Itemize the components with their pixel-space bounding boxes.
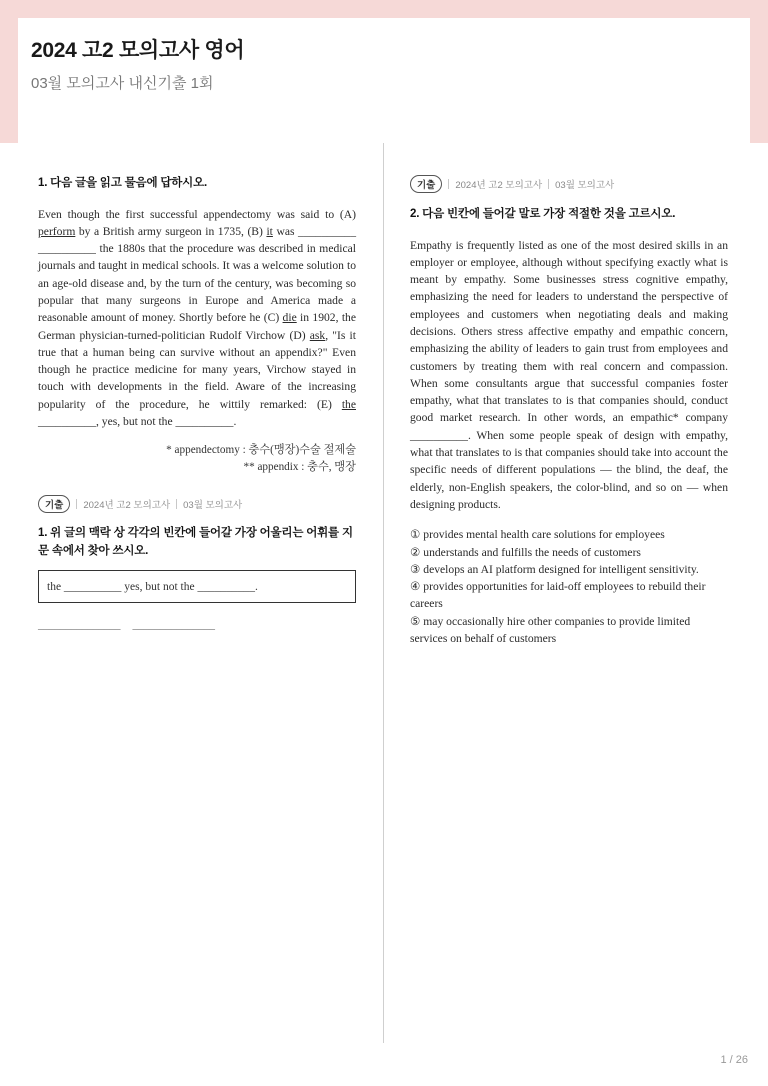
answer-blank: _______________ — [38, 619, 121, 632]
passage-text: , "Is it true that a human being can survive without an appendix?" Even though he practice medicine for many years, Virchow stayed in touch with developments in the field. Aware of the increasing popularity of the procedure, he wittily remarked: (E) — [38, 328, 356, 411]
question-1-passage — [38, 206, 356, 431]
underlined-word-c: die — [282, 311, 297, 325]
answer-box: the __________ yes, but not the __________. — [38, 570, 356, 603]
past-exam-badge: 기출 — [410, 175, 442, 193]
underlined-word-a: perform — [38, 224, 76, 238]
underlined-word-e: the — [341, 397, 356, 411]
question-1-heading: 1. 다음 글을 읽고 물음에 답하시오. — [38, 177, 207, 189]
option-5[interactable]: ⑤ may occasionally hire other companies to provide limited services on behalf of customers — [410, 614, 691, 646]
source-tag — [38, 495, 356, 513]
question-2-heading: 2. 다음 빈칸에 들어갈 말로 가장 적절한 것을 고르시오. — [410, 208, 676, 220]
underlined-word-b: it — [266, 224, 273, 238]
passage-text: was __________ __________ the 1880s that the procedure was described in medical journals and taught in medical schools. It was a welcome solution to an age-old disease and, by the turn of the century, was becoming so popular that many surgeons in Europe and America made a reasonable amount of money. Shortly before he (C) — [38, 224, 356, 325]
option-3[interactable]: ③ develops an AI platform designed for intelligent sensitivity. — [410, 562, 699, 576]
past-exam-badge: 기출 — [38, 495, 70, 513]
passage-text: by a British army surgeon in 1735, (B) — [75, 224, 267, 238]
tag-separator — [176, 499, 177, 509]
answer-blank: _______________ — [132, 619, 215, 632]
exam-month: 03월 모의고사 — [183, 500, 243, 512]
right-column — [410, 175, 728, 647]
option-2[interactable]: ② understands and fulfills the needs of customers — [410, 545, 641, 559]
footnote-appendix: ** appendix : 충수, 맹장 — [243, 461, 356, 474]
exam-month: 03월 모의고사 — [555, 180, 615, 191]
page-number: 1 / 26 — [720, 1054, 748, 1066]
answer-blanks — [38, 619, 356, 631]
sub-question-heading: 1. 위 글의 맥락 상 각각의 빈칸에 들어갈 가장 어울리는 어휘를 지문 속에서 찾아 쓰시오. — [38, 527, 353, 557]
exam-name: 2024년 고2 모의고사 — [455, 180, 543, 191]
option-4[interactable]: ④ provides opportunities for laid-off employees to rebuild their careers — [410, 580, 706, 611]
underlined-word-d: ask — [309, 328, 326, 342]
page-title: 2024 고2 모의고사 영어 — [31, 39, 245, 62]
column-divider — [383, 143, 384, 1043]
tag-separator — [448, 179, 449, 189]
tag-separator — [548, 179, 549, 189]
question-2-passage: Empathy is frequently listed as one of the most desired skills in an employer or employee, although without specifying exactly what is meant by empathy. Some businesses stress cognitive empathy, emphasizing the need for leaders to understand the perspective of employees and customers when negotiating deals and making decisions. Others stress affective empathy and empathic concern, emphasizing the ability of leaders to gain trust from employees and customers by treating them with real concern and compassion. When some consultants argue that successful companies foster empathy, what that translates to is that companies should, conduct good market research. In other words, an empathic* company __________. When some people speak of design with empathy, what that translates to is that companies should take into account the specific needs of different populations — the blind, the deaf, the elderly, non-English speakers, the color-blind, and so on — when designing products. — [410, 238, 728, 511]
passage-text: Even though the first successful appendectomy was said to (A) — [38, 207, 356, 221]
tag-separator — [76, 499, 77, 509]
source-tag — [410, 175, 728, 193]
footnotes — [38, 442, 356, 476]
left-column — [38, 175, 356, 631]
page-subtitle: 03월 모의고사 내신기출 1회 — [31, 75, 214, 92]
option-1[interactable]: ① provides mental health care solutions for employees — [410, 528, 665, 542]
answer-options — [410, 526, 728, 647]
exam-name: 2024년 고2 모의고사 — [83, 500, 171, 512]
footnote-appendectomy: * appendectomy : 충수(맹장)수술 절제술 — [166, 444, 356, 457]
passage-text: __________, yes, but not the __________. — [38, 415, 237, 429]
passage-text: in 1902, the German physician-turned-politician Rudolf Virchow (D) — [38, 311, 356, 342]
